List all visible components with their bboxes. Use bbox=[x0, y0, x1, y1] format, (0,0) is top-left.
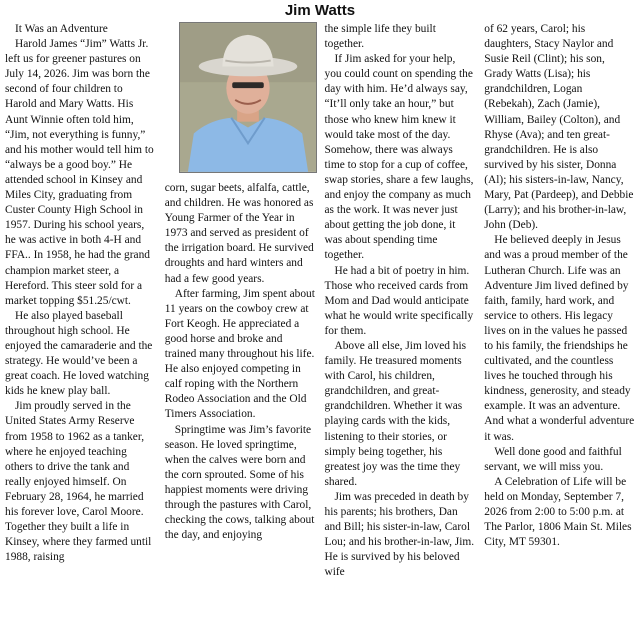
paragraph: Springtime was Jim’s favorite season. He loved springtime, when the calves were born and the corn sprouted. Some of his happiest moments were driving through the pastures with Carol, checking the cows, talking about the day, and enjoying bbox=[164, 423, 315, 542]
paragraph: the simple life they built together. bbox=[324, 23, 436, 51]
column-2 bbox=[165, 22, 316, 580]
paragraph: He also played baseball throughout high school. He enjoyed the camaraderie and the strategy. He would’ve been a great coach. He loved watching kids he knew play ball. bbox=[5, 309, 153, 398]
portrait-image bbox=[180, 23, 316, 172]
obituary-title: Jim Watts bbox=[284, 2, 356, 19]
portrait-photo bbox=[179, 22, 317, 173]
paragraph: He had a bit of poetry in him. Those who received cards from Mom and Dad would anticipate what he would write specifically for them. bbox=[324, 264, 474, 337]
paragraph: Above all else, Jim loved his family. He treasured moments with Carol, his children, grandchildren, and great-grandchildren. Whether it was playing cards with the kids, listening to their stories, or simply being together, his greatest joy was the time they shared. bbox=[324, 339, 467, 488]
paragraph: corn, sugar beets, alfalfa, cattle, and children. He was honored as Young Farmer of the Year in 1973 and served as president of the irrigation board. He survived droughts and hard winters and had a few good years. bbox=[164, 182, 314, 285]
paragraph: Jim was preceded in death by his parents; his brothers, Dan and Bill; his sister-in-law, Carol Lou; and his brother-in-law, Jim. He is survived by his beloved wife bbox=[324, 490, 475, 579]
paragraph: He believed deeply in Jesus and was a proud member of the Lutheran Church. Life was an Adventure Jim lived defined by faith, family, hard work, and service to others. His legacy lives on in the values he passed to his family, the friendships he cultivated, and the countless lives he touched through his kindness, generosity, and steady example. It was an adventure. And what a wonderful adventure it was. bbox=[484, 234, 635, 443]
columns bbox=[5, 22, 635, 580]
paragraph: Jim proudly served in the United States Army Reserve from 1958 to 1962 as a tanker, where he enjoyed teaching others to drive the tank and really enjoyed himself. On February 28, 1964, he married his forever love, Carol Moore. Together they built a life in Kinsey, where they farmed until 1988, raising bbox=[5, 400, 152, 564]
column-3 bbox=[325, 22, 476, 580]
column-4 bbox=[484, 22, 635, 580]
paragraph: of 62 years, Carol; his daughters, Stacy Naylor and Susie Reil (Clint); his son, Grady Watts (Lisa); his grandchildren, Logan (Rebekah), Zach (Jamie), William, Bailey (Colton), and Rhyse (Ava); and ten great-grandchildren. He is also survived by his sister, Donna (Al); his sisters-in-law, Nancy, Mary, Pat (Pardeep), and Debbie (Larry); and his brother-in-law, John (Deb). bbox=[484, 23, 634, 232]
column-1 bbox=[5, 22, 156, 580]
paragraph: Harold James “Jim” Watts Jr. left us for greener pastures on July 14, 2026. Jim was born the second of four children to Harold and Mary Watts. His Aunt Winnie often told him, “Jim, not everything is funny,” and his mother would tell him to “always be a good boy.” He attended school in Kinsey and Miles City, graduating from Custer County High School in 1957. During his school years, he was active in both 4-H and FFA.. In 1958, he had the grand champion market steer, a Hereford. This steer sold for a market topping $51.25/cwt. bbox=[5, 38, 154, 307]
paragraph: A Celebration of Life will be held on Monday, September 7, 2026 from 2:00 to 5:00 p.m. at The Parlor, 1806 Main St. Miles City, MT 59301. bbox=[484, 475, 632, 549]
section-heading: It Was an Adventure bbox=[15, 23, 108, 35]
paragraph: If Jim asked for your help, you could count on spending the day with him. He’d always say, “It’ll only take an hour,” but those who knew him knew it would take most of the day. Somehow, there was always time to stop for a cup of coffee, swap stories, share a few laughs, and enjoy the company as much as the work. It was never just about getting the job done, it was about spending time together. bbox=[324, 53, 474, 262]
paragraph: Well done good and faithful servant, we will miss you. bbox=[484, 445, 622, 473]
paragraph: After farming, Jim spent about 11 years on the cowboy crew at Fort Keogh. He appreciated a good horse and broke and trained many throughout his life. He also enjoyed competing in calf roping with the Northern Rodeo Association and the Old Timers Association. bbox=[164, 287, 315, 421]
